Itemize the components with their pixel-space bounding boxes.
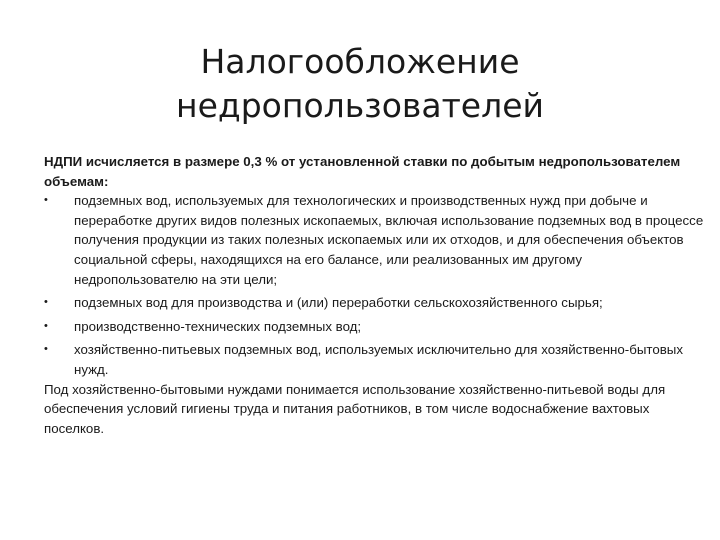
list-item-text: производственно-технических подземных вод;	[74, 318, 362, 334]
closing-paragraph: Под хозяйственно-бытовыми нуждами понимается использование хозяйственно-питьевой воды для обеспечения условий гигиены труда и питания работников, в том числе водоснабжение вахтовых поселков.	[44, 381, 666, 436]
list-item	[44, 317, 704, 337]
intro-paragraph: НДПИ исчисляется в размере 0,3 % от установленной ставки по добытым недропользователем объемам:	[44, 154, 681, 189]
list-item	[44, 293, 704, 313]
list-item-text: подземных вод для производства и (или) переработки сельскохозяйственного сырья;	[74, 295, 603, 311]
bullet-icon: •	[44, 319, 48, 332]
bullet-icon: •	[44, 343, 48, 356]
list-item-text: подземных вод, используемых для технологических и производственных нужд при добыче и переработке других видов полезных ископаемых, включая использование подземных вод в процессе получения продукции из таких полезных ископаемых или их отходов, и для обеспечения объектов социальной сферы, находящихся на его балансе, или реализованных им другому недропользователю на эти цели;	[74, 193, 704, 287]
list-item-text: хозяйственно-питьевых подземных вод, используемых исключительно для хозяйственно-бытовых нужд.	[74, 342, 684, 377]
bullet-list	[44, 191, 704, 379]
bullet-icon: •	[44, 194, 48, 207]
slide-title	[60, 40, 660, 128]
list-item	[44, 340, 704, 379]
slide-title-line-1: Налогообложение	[200, 42, 520, 82]
slide-body	[44, 152, 704, 438]
bullet-icon: •	[44, 296, 48, 309]
slide-title-line-2: недропользователей	[176, 86, 544, 126]
list-item	[44, 191, 704, 289]
